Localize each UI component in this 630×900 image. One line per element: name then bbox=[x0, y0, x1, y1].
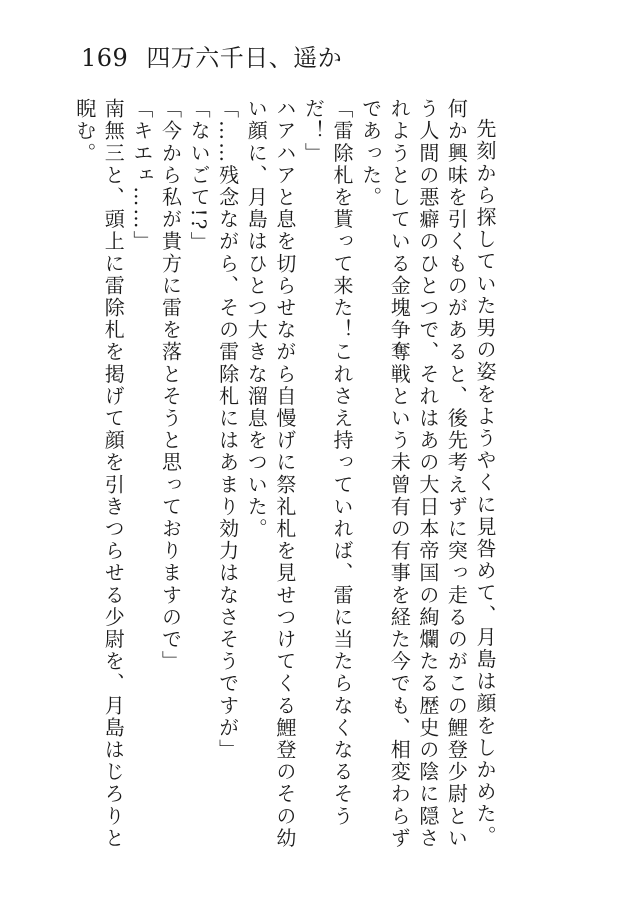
paragraph: ハアハアと息を切らせながら自慢げに祭礼札を見せつけてくる鯉登のその幼い顔に、月島はひとつ大きな溜息をついた。 bbox=[244, 98, 297, 850]
running-header bbox=[81, 44, 342, 72]
paragraph: 「雷除札を貰って来た！これさえ持っていれば、雷に当たらなくなるそうだ！」 bbox=[301, 98, 355, 828]
paragraph: 「ないごて!?」 bbox=[187, 98, 212, 254]
paragraph: 「キエェ……」 bbox=[129, 98, 154, 253]
paragraph: 先刻から探していた男の姿をようやくに見咎めて、月島は顔をしかめた。何か興味を引くものがあると、後先考えずに突っ走るのがこの鯉登少尉という人間の悪癖のひとつで、それはあの大日本帝国の絢爛たる歴史の陰に隠されようとしている金塊争奪戦という未曾有の有事を経た今でも、相変わらずであった。 bbox=[358, 98, 497, 850]
vertical-body-text bbox=[70, 98, 499, 858]
paragraph: 「今から私が貴方に雷を落とそうと思っておりますので」 bbox=[158, 98, 183, 673]
paragraph: 「……残念ながら、その雷除札にはあまり効力はなさそうですが」 bbox=[215, 98, 240, 761]
chapter-title: 四万六千日、遥か bbox=[146, 44, 343, 72]
paragraph: 南無三と、頭上に雷除札を掲げて顔を引きつらせる少尉を、月島はじろりと睨む。 bbox=[72, 98, 126, 850]
page-number: 169 bbox=[81, 44, 129, 72]
